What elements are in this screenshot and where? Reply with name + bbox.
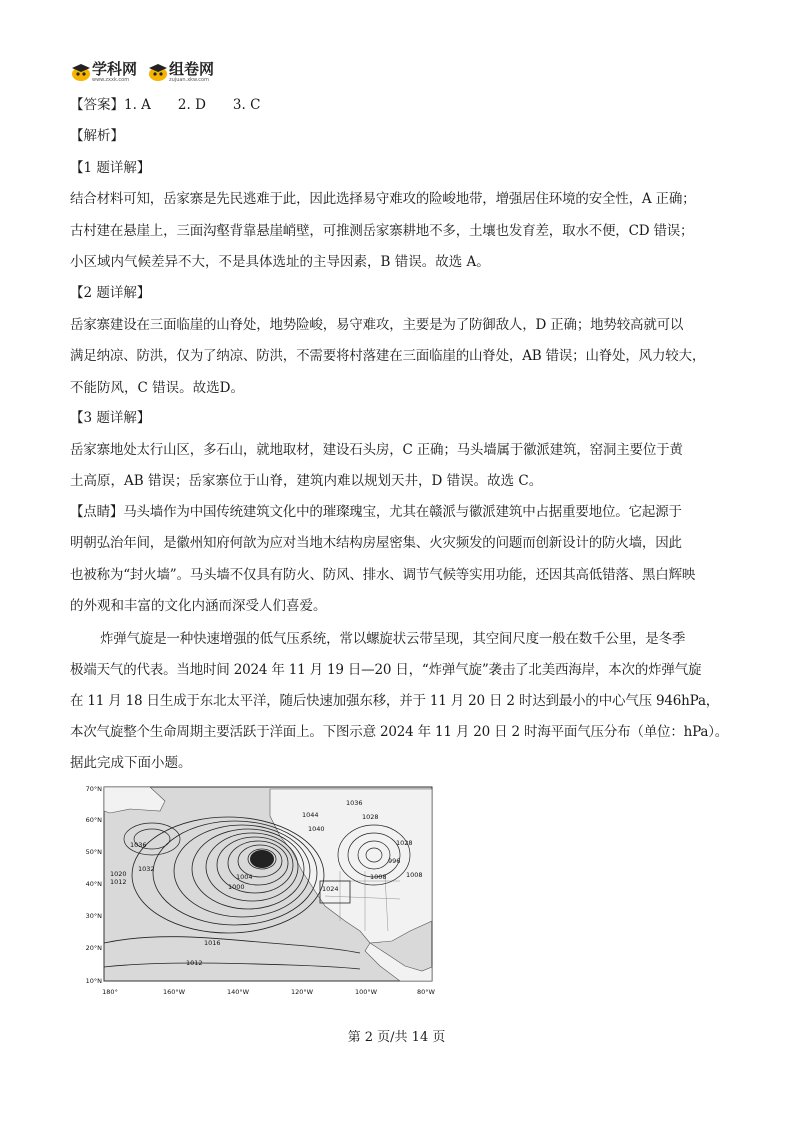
q1-line: 结合材料可知，岳家寨是先民逃难于此，因此选择易守难攻的险峻地带，增强居住环境的安全性，A 正确；: [70, 191, 696, 207]
q3-line: 土高原，AB 错误；岳家寨位于山脊，建筑内难以规划天井，D 错误。故选 C。: [70, 473, 543, 489]
isobar-label: 1004: [236, 873, 253, 881]
q2-label: 【2 题详解】: [70, 285, 151, 301]
dianjing-line: 也被称为“封火墙”。马头墙不仅具有防火、防风、排水、调节气候等实用功能，还因其高低错落、黑白辉映: [70, 567, 696, 583]
mascot-icon: [147, 62, 169, 82]
lon-label: 80°W: [417, 988, 435, 996]
isobar-label: 1008: [370, 873, 387, 881]
passage-line: 据此完成下面小题。: [70, 755, 192, 771]
isobar-label: 996: [388, 857, 401, 865]
logo-title: 组卷网: [169, 59, 215, 78]
isobar-label: 1028: [362, 813, 379, 821]
lon-label: 100°W: [354, 988, 378, 996]
passage-line: 在 11 月 18 日生成于东北太平洋，随后快速加强东移，并于 11 月 20 日 2 时达到最小的中心气压 946hPa，: [70, 693, 720, 709]
logo-url: www.zxxk.com: [92, 76, 130, 83]
isobar-label: 1036: [130, 841, 147, 849]
sea-level-pressure-map: [70, 781, 440, 1003]
page-footer: 第 2 页/共 14 页: [347, 1030, 446, 1045]
lon-label: 120°W: [290, 988, 314, 996]
isobar-label: 1032: [138, 865, 155, 873]
lat-label: 50°N: [85, 848, 102, 856]
isobar-label: 1012: [110, 878, 127, 886]
isobar-label: 1000: [228, 883, 245, 891]
q2-line: 满足纳凉、防洪，仅为了纳凉、防洪，不需要将村落建在三面临崖的山脊处，AB 错误；山脊处，风力较大，: [70, 348, 706, 364]
analysis-label: 【解析】: [70, 128, 124, 144]
q3-line: 岳家寨地处太行山区，多石山，就地取材，建设石头房，C 正确；马头墙属于徽派建筑，窑洞主要位于黄: [70, 442, 683, 458]
dianjing-line: 明朝弘治年间，是徽州知府何歆为应对当地木结构房屋密集、火灾频发的问题而创新设计的防火墙，因此: [70, 535, 682, 551]
logo-xuekewang[interactable]: [70, 59, 138, 83]
logo-zujuanwang[interactable]: [147, 59, 215, 83]
lat-label: 70°N: [85, 785, 102, 793]
answer-line: 【答案】1. A 2. D 3. C: [70, 97, 261, 113]
lat-label: 60°N: [85, 816, 102, 824]
q1-line: 小区域内气候差异不大，不是具体选址的主导因素，B 错误。故选 A。: [70, 254, 490, 270]
isobar-label: 1008: [406, 871, 423, 879]
passage-line: 本次气旋整个生命周期主要活跃于洋面上。下图示意 2024 年 11 月 20 日 2 时海平面气压分布（单位：hPa）。: [70, 724, 729, 740]
cyclone-center: [250, 850, 274, 868]
q2-line: 岳家寨建设在三面临崖的山脊处，地势险峻，易守难攻，主要是为了防御敌人，D 正确；地势较高就可以: [70, 317, 684, 333]
dianjing-line: 的外观和丰富的文化内涵而深受人们喜爱。: [70, 598, 327, 614]
logo-url: zujuan.xkw.com: [169, 76, 209, 83]
logo-title: 学科网: [92, 59, 138, 78]
q1-label: 【1 题详解】: [70, 160, 151, 176]
q2-line: 不能防风，C 错误。故选D。: [70, 380, 244, 396]
lat-label: 30°N: [85, 912, 102, 920]
q3-label: 【3 题详解】: [70, 410, 151, 426]
passage-line: 炸弹气旋是一种快速增强的低气压系统，常以螺旋状云带呈现，其空间尺度一般在数千公里，是冬季: [100, 631, 686, 647]
lon-label: 140°W: [226, 988, 250, 996]
isobar-label: 1036: [346, 799, 363, 807]
lat-label: 20°N: [85, 944, 102, 952]
isobar-label: 1012: [186, 959, 203, 967]
passage-line: 极端天气的代表。当地时间 2024 年 11 月 19 日—20 日，“炸弹气旋”袭击了北美西海岸，本次的炸弹气旋: [70, 662, 702, 678]
lat-label: 40°N: [85, 880, 102, 888]
isobar-label: 1020: [110, 870, 127, 878]
dianjing-line: 【点睛】马头墙作为中国传统建筑文化中的璀璨瑰宝，尤其在赣派与徽派建筑中占据重要地位。它起源于: [70, 504, 682, 520]
isobar-label: 1016: [204, 939, 221, 947]
lon-label: 180°: [102, 988, 118, 996]
mascot-icon: [70, 62, 92, 82]
isobar-label: 1044: [302, 811, 319, 819]
q1-line: 古村建在悬崖上，三面沟壑背靠悬崖峭壁，可推测岳家寨耕地不多，土壤也发育差，取水不便，CD 错误；: [70, 223, 694, 239]
lat-label: 10°N: [85, 977, 102, 985]
header-logos: [70, 59, 224, 85]
lon-label: 160°W: [162, 988, 186, 996]
isobar-label: 1024: [322, 885, 339, 893]
isobar-label: 1028: [396, 839, 413, 847]
isobar-label: 1040: [308, 825, 325, 833]
